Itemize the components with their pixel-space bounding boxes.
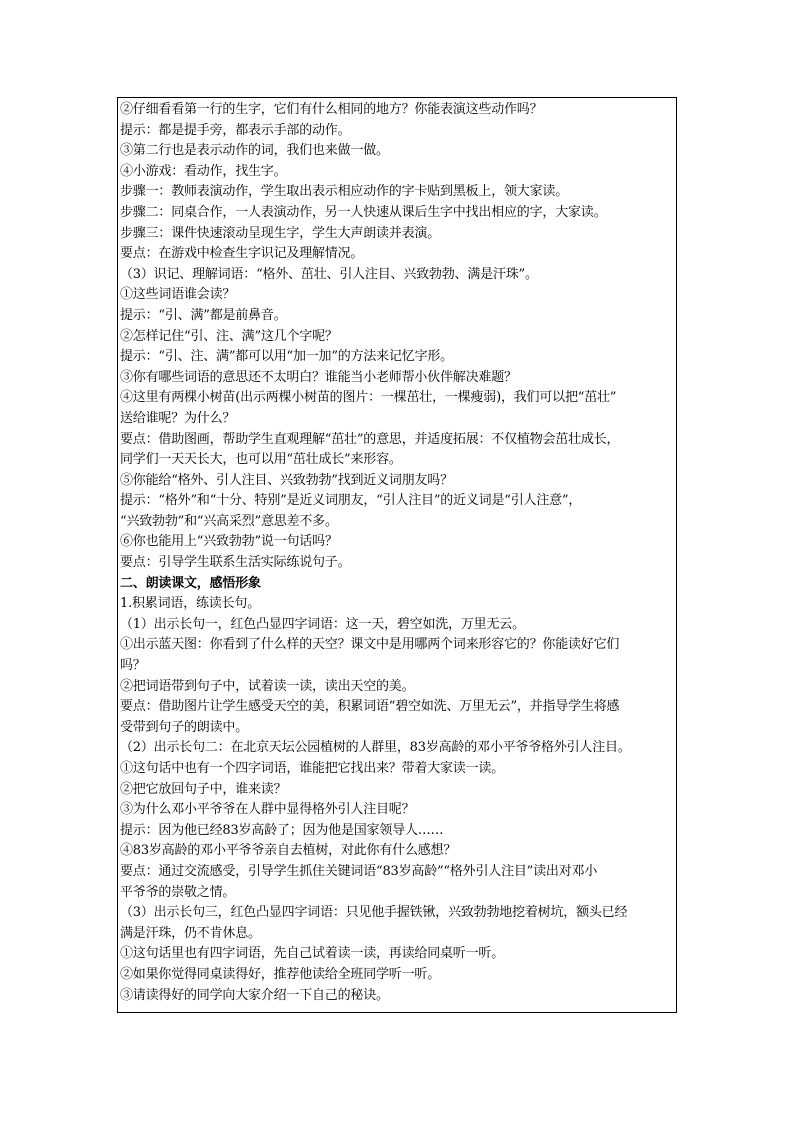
text-line: 提示：“引、注、满”都可以用“加一加”的方法来记忆字形。 — [120, 349, 453, 365]
text-line: ②仔细看看第一行的生字，它们有什么相同的地方？你能表演这些动作吗？ — [120, 102, 543, 117]
text-line: “兴致勃勃”和“兴高采烈”意思差不多。 — [120, 513, 338, 529]
text-line: ③你有哪些词语的意思还不太明白？谁能当小老师帮小伙伴解决难题？ — [120, 369, 517, 385]
text-line: ③请读得好的同学向大家介绍一下自己的秘诀。 — [120, 987, 389, 1003]
text-line: ①出示蓝天图：你看到了什么样的天空？课文中是用哪两个词来形容它的？你能读好它们 — [120, 637, 620, 653]
text-line: ⑥你也能用上“兴致勃勃”说一句话吗？ — [120, 534, 338, 550]
text-line: ④83岁高龄的邓小平爷爷亲自去植树，对此你有什么感想？ — [120, 843, 457, 859]
text-line: ②把词语带到句子中，试着读一读，读出天空的美。 — [120, 678, 415, 694]
text-line: ①这句话中也有一个四字词语，谁能把它找出来？带着大家读一读。 — [120, 761, 505, 776]
text-line: 同学们一天天长大，也可以用“茁壮成长”来形容。 — [120, 452, 402, 468]
text-line: ②如果你觉得同桌读得好，推荐他读给全班同学听一听。 — [120, 966, 441, 982]
text-line: 满是汗珠，仍不肯休息。 — [120, 925, 261, 941]
text-line: ③第二行也是表示动作的词，我们也来做一做。 — [120, 143, 389, 159]
text-line: ⑤你能给“格外、引人注目、兴致勃勃”找到近义词朋友吗？ — [120, 472, 453, 488]
text-line: 吗？ — [120, 658, 146, 674]
text-line: ②把它放回句子中，谁来读？ — [120, 781, 287, 797]
text-line: 受带到句子的朗读中。 — [120, 719, 249, 735]
text-line: ④小游戏：看动作，找生字。 — [120, 163, 287, 179]
text-line: 提示：“格外”和“十分、特别”是近义词朋友，“引人注目”的近义词是“引人注意”， — [120, 493, 582, 509]
text-line: 提示：都是提手旁，都表示手部的动作。 — [120, 122, 351, 138]
text-line: 平爷爷的崇敬之情。 — [120, 884, 236, 900]
text-line: 要点：通过交流感受，引导学生抓住关键词语“83岁高龄”“格外引人注目”读出对邓小 — [120, 863, 598, 879]
text-line: ①这句话里也有四字词语，先自己试着读一读，再读给同桌听一听。 — [120, 946, 505, 962]
lesson-text-block — [120, 100, 676, 1006]
text-line: 要点：引导学生联系生活实际练说句子。 — [120, 555, 351, 571]
text-line: 提示：因为他已经83岁高龄了；因为他是国家领导人…… — [120, 822, 444, 838]
text-line: （1）出示长句一，红色凸显四字词语：这一天，碧空如洗，万里无云。 — [120, 616, 525, 632]
text-line: 1.积累词语，练读长句。 — [120, 596, 261, 612]
section-heading: 二、朗读课文，感悟形象 — [120, 575, 261, 591]
text-line: 步骤二：同桌合作，一人表演动作，另一人快速从课后生字中找出相应的字，大家读。 — [120, 204, 607, 220]
text-line: 要点：借助图片让学生感受天空的美，积累词语“碧空如洗、万里无云”，并指导学生将感 — [120, 699, 620, 715]
text-line: ②怎样记住“引、注、满”这几个字呢？ — [120, 328, 338, 344]
text-line: ③为什么邓小平爷爷在人群中显得格外引人注目呢？ — [120, 802, 415, 818]
text-line: ①这些词语谁会读？ — [120, 287, 236, 303]
text-line: （3）出示长句三，红色凸显四字词语：只见他手握铁锹，兴致勃勃地挖着树坑，额头已经 — [120, 905, 628, 921]
text-line: （3）识记、理解词语：“格外、茁壮、引人注目、兴致勃勃、满是汗珠”。 — [120, 266, 538, 282]
text-line: 提示：“引、满”都是前鼻音。 — [120, 307, 287, 323]
text-line: 要点：在游戏中检查生字识记及理解情况。 — [120, 246, 364, 262]
text-line: 要点：借助图画，帮助学生直观理解“茁壮”的意思，并适度拓展：不仅植物会茁壮成长， — [120, 431, 620, 447]
text-line: （2）出示长句二：在北京天坛公园植树的人群里，83岁高龄的邓小平爷爷格外引人注目。 — [120, 740, 631, 756]
lesson-plan-table-cell — [117, 97, 677, 1013]
text-line: 步骤一：教师表演动作，学生取出表示相应动作的字卡贴到黑板上，领大家读。 — [120, 184, 569, 200]
text-line: 送给谁呢？为什么？ — [120, 410, 236, 426]
text-line: 步骤三：课件快速滚动呈现生字，学生大声朗读并表演。 — [120, 225, 441, 241]
text-line: ④这里有两棵小树苗(出示两棵小树苗的图片：一棵茁壮，一棵瘦弱)，我们可以把“茁壮” — [120, 390, 617, 406]
